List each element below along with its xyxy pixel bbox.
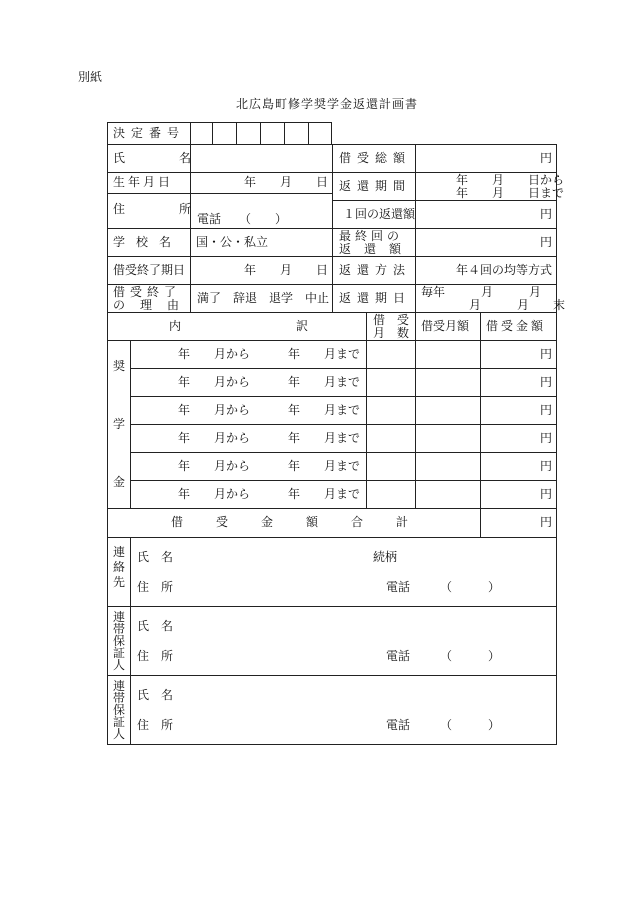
repay-date-label: 返還期日 <box>339 291 412 305</box>
category-char-1: 奨 <box>113 359 126 373</box>
category-char-3: 金 <box>113 475 126 489</box>
per-payment-unit: 円 <box>540 207 553 221</box>
per-payment-label: １回の返還額 <box>343 207 416 221</box>
final-payment-label-2: 返還額 <box>339 242 415 256</box>
end-reason-label-1: 借受終了 <box>113 285 182 299</box>
row-to: 年 月まで <box>288 403 361 417</box>
repay-period-from: 年 月 日から <box>456 173 565 187</box>
row-unit: 円 <box>540 431 553 445</box>
guarantor-2-name-label: 氏 名 <box>137 688 174 702</box>
final-payment-unit: 円 <box>540 235 553 249</box>
loan-end-label: 借受終了期日 <box>113 263 186 277</box>
row-from: 年 月から <box>178 459 251 473</box>
loan-end-value: 年 月 日 <box>244 263 329 277</box>
end-reason-options: 満了 辞退 退学 中止 <box>197 291 330 305</box>
guarantor-1-address-label: 住 所 <box>137 649 174 663</box>
form-title: 北広島町修学奨学金返還計画書 <box>236 97 419 111</box>
category-char-2: 学 <box>113 417 126 431</box>
row-from: 年 月から <box>178 487 251 501</box>
row-to: 年 月まで <box>288 375 361 389</box>
contact-phone: 電話 （ ） <box>386 580 501 594</box>
repay-method-label: 返還方法 <box>339 263 412 277</box>
total-unit: 円 <box>540 515 553 529</box>
contact-relation-label: 続柄 <box>373 550 398 564</box>
guarantor-1-name-label: 氏 名 <box>137 619 174 633</box>
row-to: 年 月まで <box>288 487 361 501</box>
contact-label: 連絡先 <box>113 545 126 589</box>
annex-label: 別紙 <box>78 70 103 84</box>
breakdown-header-left: 内 <box>169 319 182 333</box>
address-label: 住 所 <box>113 202 202 216</box>
total-label: 借受金額合計 <box>171 515 442 529</box>
months-header-1: 借 受 <box>373 313 410 327</box>
row-from: 年 月から <box>178 431 251 445</box>
row-unit: 円 <box>540 375 553 389</box>
months-header-2: 月 数 <box>373 326 410 340</box>
row-unit: 円 <box>540 347 553 361</box>
birthdate-label: 生年月日 <box>113 175 174 189</box>
row-to: 年 月まで <box>288 431 361 445</box>
row-unit: 円 <box>540 487 553 501</box>
row-from: 年 月から <box>178 375 251 389</box>
row-from: 年 月から <box>178 347 251 361</box>
repay-date-line1: 毎年 月 月 <box>421 285 542 299</box>
row-to: 年 月まで <box>288 347 361 361</box>
school-value: 国・公・私立 <box>196 235 269 249</box>
breakdown-header-right: 訳 <box>296 319 309 333</box>
row-to: 年 月まで <box>288 459 361 473</box>
row-from: 年 月から <box>178 403 251 417</box>
address-phone: 電話 （ ） <box>197 212 288 226</box>
decision-number-label: 決定番号 <box>113 126 186 140</box>
total-loan-label: 借受総額 <box>339 151 412 165</box>
guarantor-2-label: 連帯保証人 <box>113 679 126 741</box>
repay-period-to: 年 月 日まで <box>456 186 565 200</box>
amount-header: 借受金額 <box>486 319 547 333</box>
school-label: 学校名 <box>113 235 183 249</box>
guarantor-2-address-label: 住 所 <box>137 718 174 732</box>
total-loan-unit: 円 <box>540 151 553 165</box>
guarantor-1-phone: 電話 （ ） <box>386 649 501 663</box>
repay-date-line2: 月 月 末 <box>469 298 566 312</box>
repay-period-label: 返還期間 <box>339 179 412 193</box>
contact-address-label: 住 所 <box>137 580 174 594</box>
repay-method-value: 年４回の均等方式 <box>456 263 553 277</box>
name-label: 氏 名 <box>113 151 202 165</box>
final-payment-label-1: 最終回の <box>339 229 404 243</box>
contact-name-label: 氏 名 <box>137 550 174 564</box>
row-unit: 円 <box>540 403 553 417</box>
birthdate-value: 年 月 日 <box>244 175 329 189</box>
guarantor-2-phone: 電話 （ ） <box>386 718 501 732</box>
monthly-header: 借受月額 <box>421 319 470 333</box>
guarantor-1-label: 連帯保証人 <box>113 610 126 672</box>
end-reason-label-2: の理由 <box>113 298 195 312</box>
row-unit: 円 <box>540 459 553 473</box>
